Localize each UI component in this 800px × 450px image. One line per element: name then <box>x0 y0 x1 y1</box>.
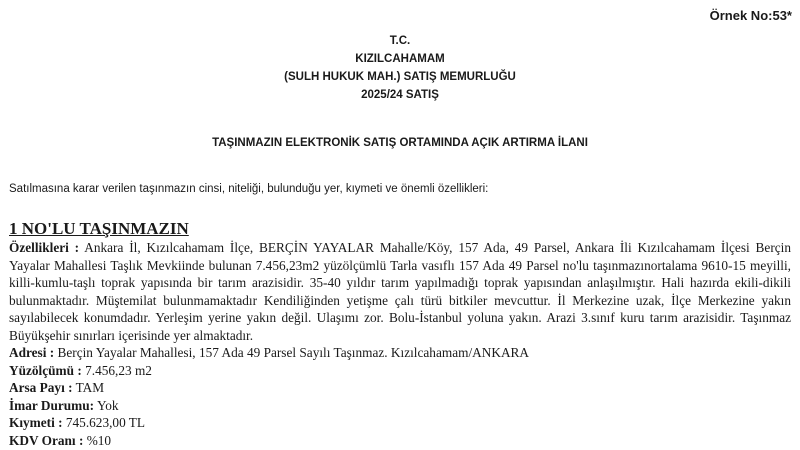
value-label: Kıymeti : <box>9 415 63 430</box>
header-line-tc: T.C. <box>389 35 411 47</box>
features-label: Özellikleri : <box>9 240 80 255</box>
features-text: Ankara İl, Kızılcahamam İlçe, BERÇİN YAYALAR Mahalle/Köy, 157 Ada, 49 Parsel, Ankara İli Kızılcahamam İlçesi Berçin Yayalar Mahallesi Taşlık Mevkiinde bulunan 7.456,23m2 yüzölçümlü Tarla vasıflı 157 Ada 49 Parsel no'lu taşınmazınortalama 9610-15 meyilli, killi-kumlu-taşlı toprak yapısında bir tarım arazisidir. 35-40 yıldır tarım yapılmadığı toprak yapısından anlaşılmıştır. Hali hazırda ekili-dikili bulunmaktadır. Müştemilat bulunmamaktadır Kendiliğinden yetişme çalı türü bitkiler mevcuttur. İl Merkezine uzak, İlçe Merkezine yakın sayılabilecek konumdadır. Yerleşim yerine yakın değil. Ulaşımı zor. Bolu-İstanbul yoluna yakın. Arazi 3.sınıf kuru tarım arazisidir. Taşınmaz Büyükşehir sınırları içerisinde yer almaktadır. <box>9 240 791 343</box>
property-section <box>9 218 791 449</box>
address-label: Adresi : <box>9 345 55 360</box>
vat-label: KDV Oranı : <box>9 432 84 448</box>
value-row <box>9 414 791 432</box>
zoning-row <box>9 397 791 415</box>
document-header <box>0 32 800 104</box>
zoning-label: İmar Durumu: <box>9 397 95 413</box>
sample-number: Örnek No:53* <box>709 8 792 23</box>
header-line-case-no: 2025/24 SATIŞ <box>361 89 439 101</box>
address-row <box>9 344 791 362</box>
area-row <box>9 362 791 380</box>
value-value: 745.623,00 TL <box>65 415 146 430</box>
header-line-office: (SULH HUKUK MAH.) SATIŞ MEMURLUĞU <box>284 71 516 83</box>
area-value: 7.456,23 m2 <box>85 362 152 378</box>
vat-row <box>9 432 791 450</box>
area-label: Yüzölçümü : <box>9 362 82 378</box>
address-value: Berçin Yayalar Mahallesi, 157 Ada 49 Parsel Sayılı Taşınmaz. Kızılcahamam/ANKARA <box>57 345 530 360</box>
property-heading: 1 NO'LU TAŞINMAZIN <box>9 219 189 238</box>
share-label: Arsa Payı : <box>9 380 73 395</box>
vat-value: %10 <box>86 432 112 448</box>
intro-text: Satılmasına karar verilen taşınmazın cinsi, niteliği, bulunduğu yer, kıymeti ve önemli özellikleri: <box>9 183 489 195</box>
announcement-title: TAŞINMAZIN ELEKTRONİK SATIŞ ORTAMINDA AÇIK ARTIRMA İLANI <box>212 137 588 149</box>
header-line-district: KIZILCAHAMAM <box>355 53 445 65</box>
share-value: TAM <box>75 380 105 395</box>
share-row <box>9 379 791 397</box>
features-paragraph <box>9 239 791 344</box>
zoning-value: Yok <box>96 397 119 413</box>
